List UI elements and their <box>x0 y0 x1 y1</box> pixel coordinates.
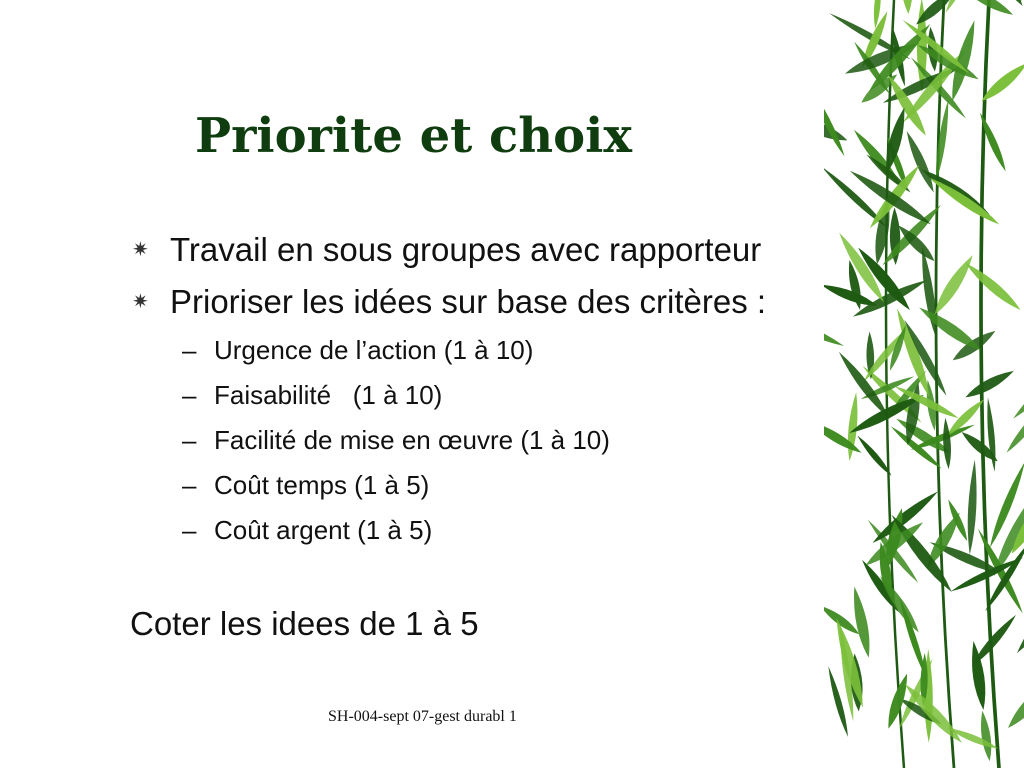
sub-bullet-text: Coût temps (1 à 5) <box>214 470 430 500</box>
bullet-text: Prioriser les idées sur base des critères : <box>170 283 767 320</box>
bamboo-leaves-icon <box>824 0 1024 768</box>
bullet-item <box>132 276 766 328</box>
sub-bullet-text: Urgence de l’action (1 à 10) <box>214 335 534 365</box>
bullet-item <box>132 224 766 276</box>
dash-icon: – <box>182 380 197 410</box>
bullet-text: Travail en sous groupes avec rapporteur <box>170 231 762 268</box>
sub-bullet-item <box>182 328 610 373</box>
bullet-list <box>132 224 766 328</box>
sub-bullet-item <box>182 373 610 418</box>
dash-icon: – <box>182 470 197 500</box>
sub-bullet-text: Facilité de mise en œuvre (1 à 10) <box>214 425 610 455</box>
dash-icon: – <box>182 335 197 365</box>
asterisk-bullet-icon: ✷ <box>132 291 149 313</box>
dash-icon: – <box>182 425 197 455</box>
sub-bullet-text: Coût argent (1 à 5) <box>214 515 433 545</box>
sub-bullet-text: Faisabilité (1 à 10) <box>214 380 443 410</box>
sub-bullet-list <box>182 328 610 553</box>
sub-bullet-item <box>182 508 610 553</box>
closing-text: Coter les idees de 1 à 5 <box>130 605 479 642</box>
slide-title: Priorite et choix <box>195 108 632 164</box>
asterisk-bullet-icon: ✷ <box>132 239 149 261</box>
sub-bullet-item <box>182 463 610 508</box>
slide-footer: SH-004-sept 07-gest durabl 1 <box>328 708 517 725</box>
dash-icon: – <box>182 515 197 545</box>
sub-bullet-item <box>182 418 610 463</box>
